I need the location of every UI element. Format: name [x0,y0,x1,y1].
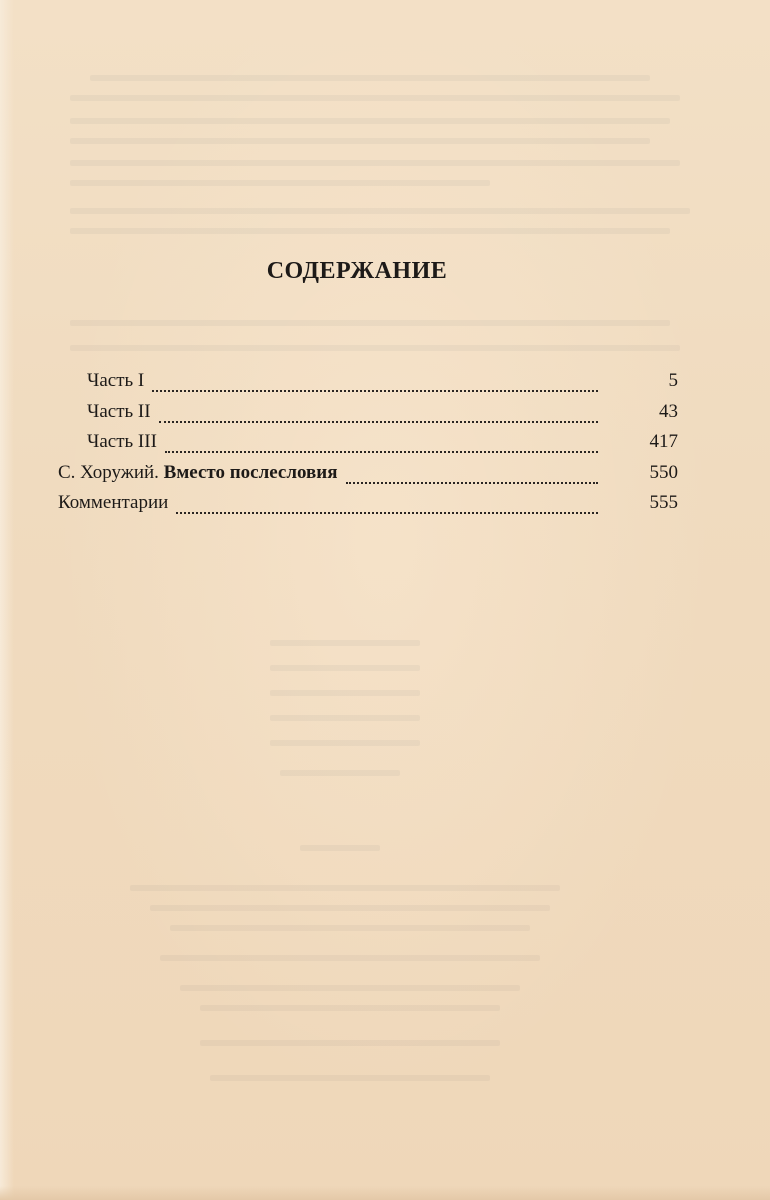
table-of-contents [58,370,678,523]
toc-entry [58,431,678,462]
toc-entry-page: 43 [659,400,678,422]
toc-entry-title: Часть II [87,400,151,422]
toc-entry-title: Часть I [87,370,145,391]
dot-leader [159,421,598,423]
toc-entry-title: Комментарии [58,492,169,513]
toc-entry-title [58,462,338,484]
toc-entry-author: С. Хоружий. [58,461,159,483]
page-bottom-edge [0,1186,770,1200]
toc-entry [58,370,678,401]
dot-leader [165,451,598,453]
toc-entry-title: Часть III [87,431,157,452]
dot-leader [176,512,598,514]
toc-entry-work: Вместо послесловия [163,461,338,483]
dot-leader [152,390,598,392]
dot-leader [346,482,598,484]
toc-entry [58,401,678,432]
toc-entry-page: 5 [668,370,678,391]
toc-entry-page: 555 [649,492,678,513]
toc-entry [58,462,678,493]
toc-entry-page: 417 [649,431,678,452]
page-left-edge [0,0,14,1200]
toc-entry [58,492,678,523]
page-title: СОДЕРЖАНИЕ [266,258,448,284]
toc-entry-page: 550 [649,461,678,483]
